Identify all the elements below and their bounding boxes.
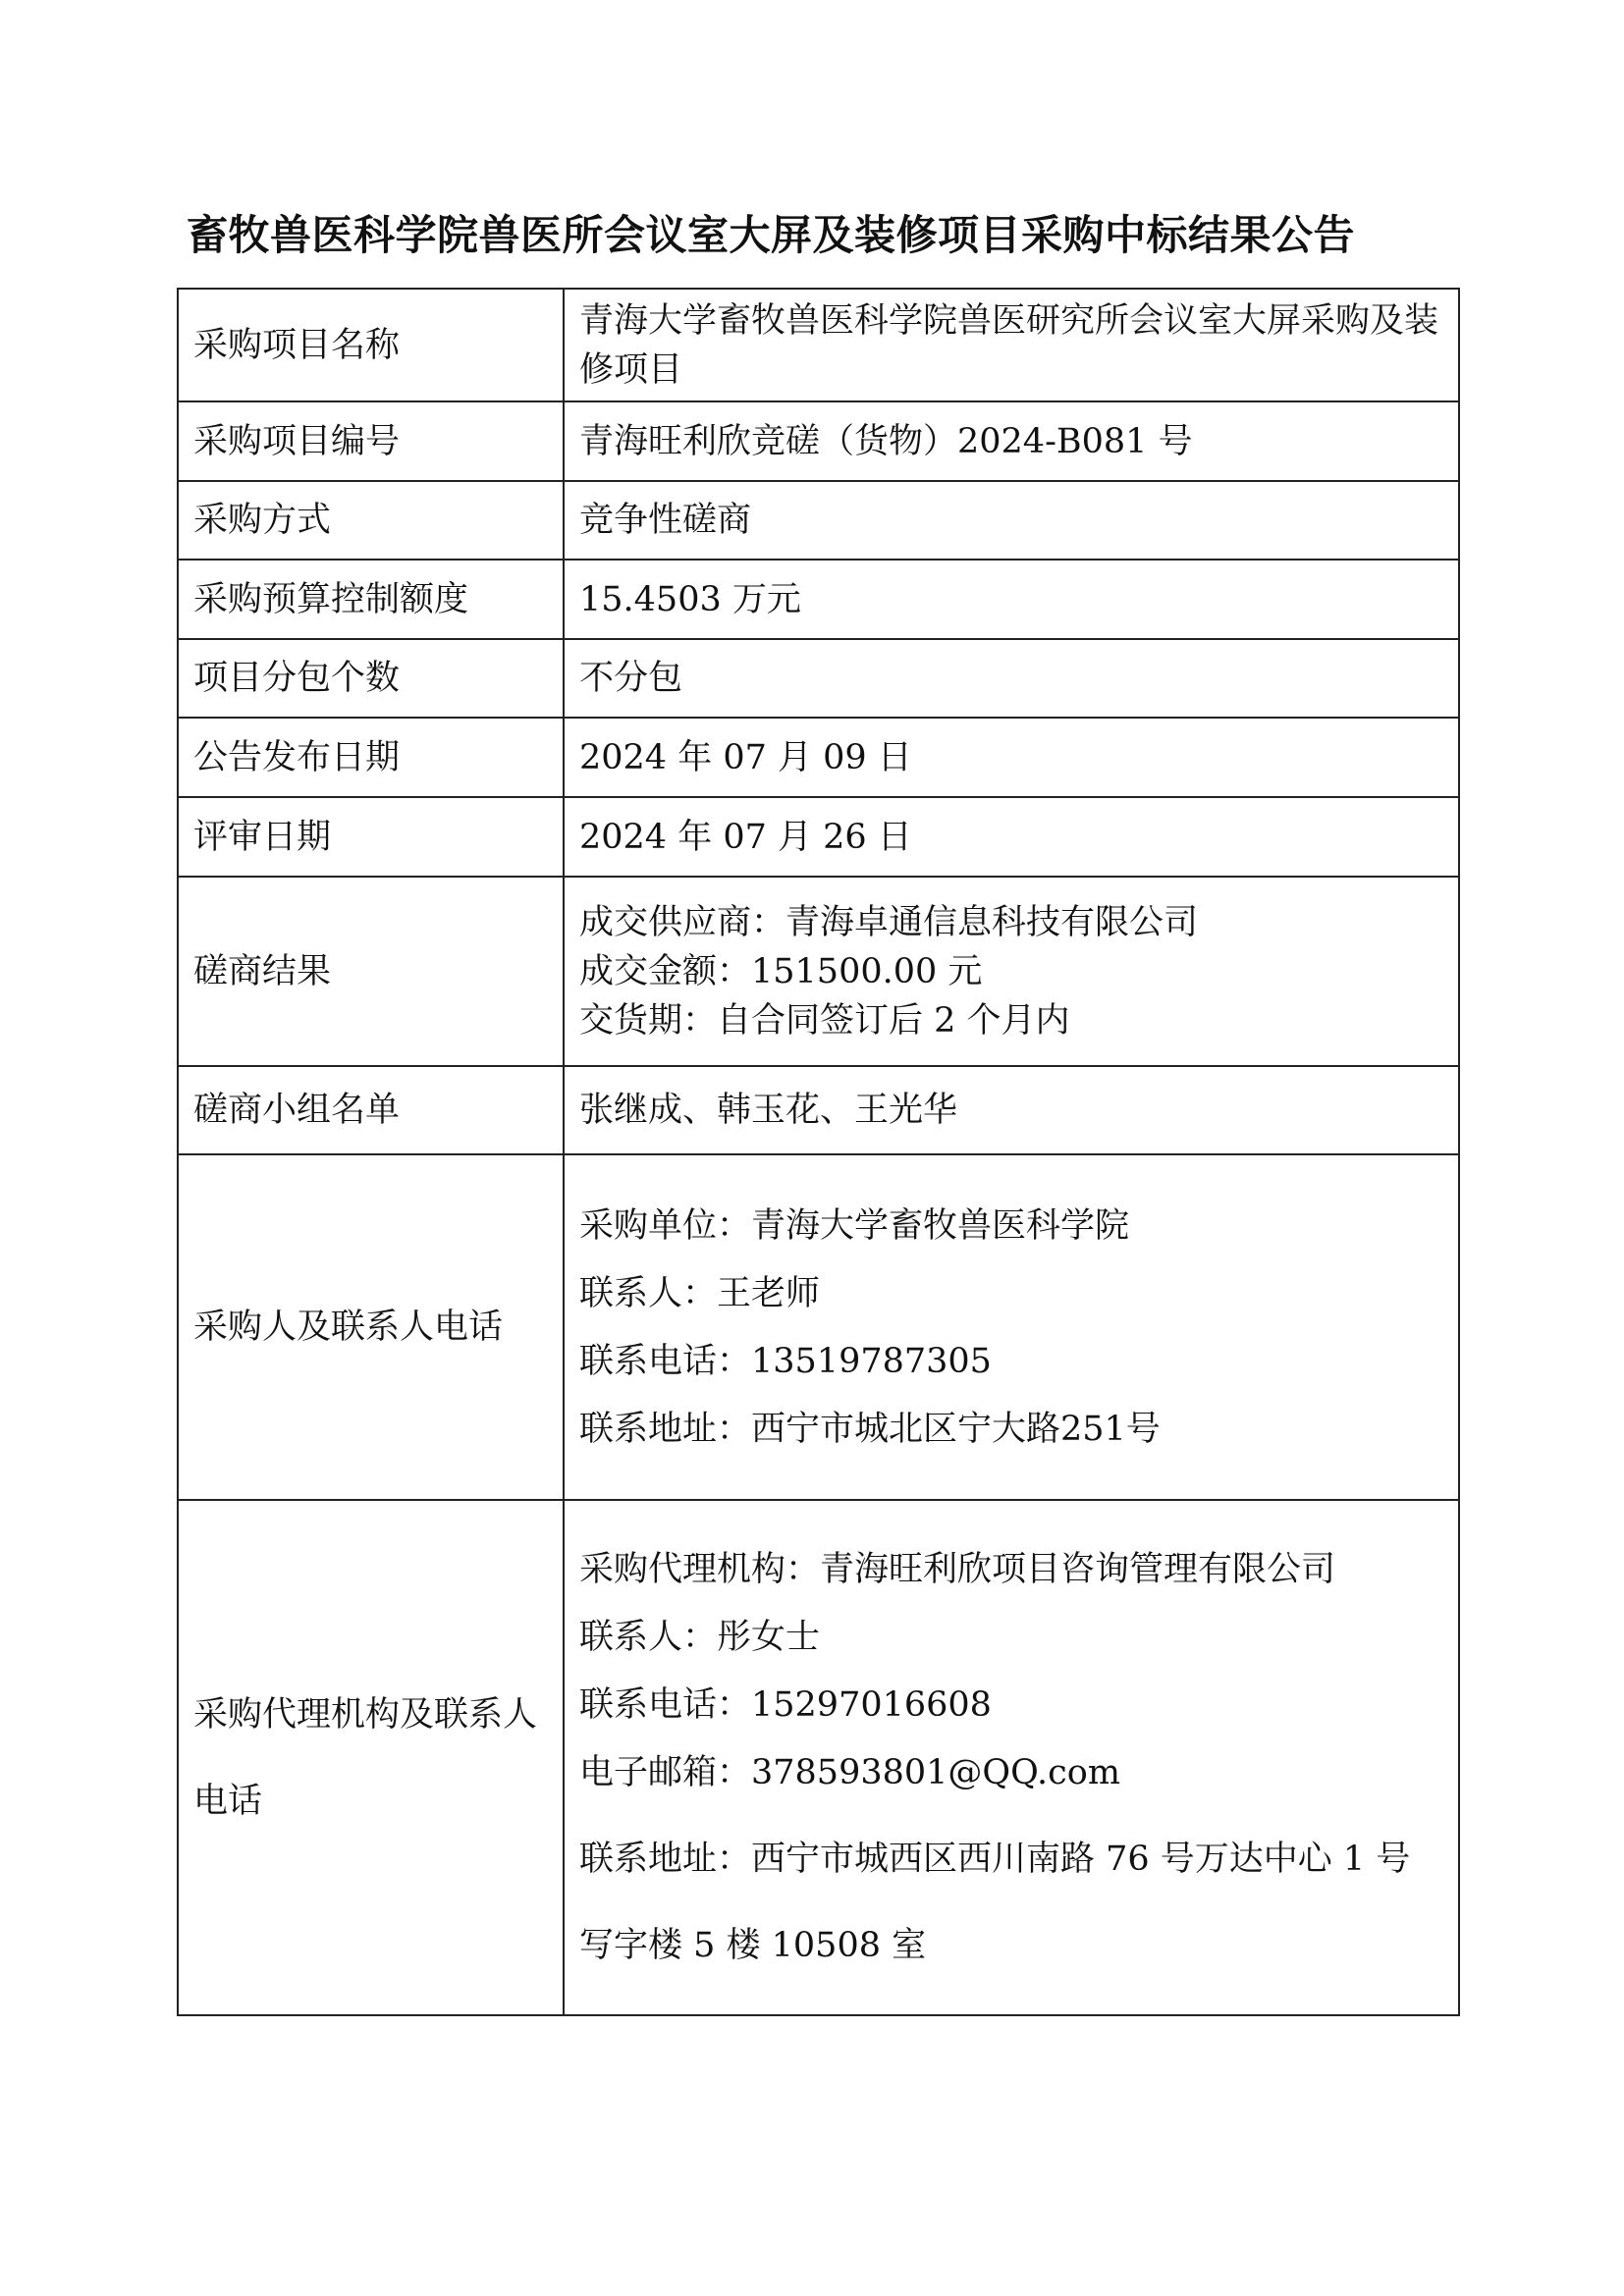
agency-label: [178, 1500, 564, 2015]
method-value: 竞争性磋商: [564, 481, 1459, 560]
panel-value: 张继成、韩玉花、王光华: [564, 1066, 1459, 1154]
method-label: 采购方式: [178, 481, 564, 560]
project-number-value: 青海旺利欣竞磋（货物）2024-B081 号: [564, 401, 1459, 481]
panel-label: 磋商小组名单: [178, 1066, 564, 1154]
purchaser-unit: 采购单位：青海大学畜牧兽医科学院: [579, 1205, 1130, 1246]
purchaser-label: 采购人及联系人电话: [178, 1154, 564, 1500]
result-label: 磋商结果: [178, 877, 564, 1066]
project-number-label: 采购项目编号: [178, 401, 564, 481]
table-row: [178, 481, 1459, 560]
table-row: [178, 718, 1459, 797]
purchaser-address: 联系地址：西宁市城北区宁大路251号: [579, 1409, 1161, 1449]
table-row: [178, 1154, 1459, 1500]
project-name-label: 采购项目名称: [178, 289, 564, 401]
table-row: [178, 639, 1459, 718]
agency-contact: 联系人：彤女士: [579, 1618, 821, 1657]
table-row: [178, 797, 1459, 877]
agency-phone: 联系电话：15297016608: [579, 1685, 992, 1725]
publish-date-label: 公告发布日期: [178, 718, 564, 797]
review-date-value: 2024 年 07 月 26 日: [564, 797, 1459, 877]
agency-label-text: 采购代理机构及联系人电话: [193, 1694, 538, 1821]
lots-value: 不分包: [564, 639, 1459, 718]
budget-label: 采购预算控制额度: [178, 560, 564, 639]
page-title: 畜牧兽医科学院兽医所会议室大屏及装修项目采购中标结果公告: [187, 211, 1356, 259]
result-supplier: 成交供应商：青海卓通信息科技有限公司: [579, 902, 1199, 942]
publish-date-value: 2024 年 07 月 09 日: [564, 718, 1459, 797]
result-value: [564, 877, 1459, 1066]
purchaser-value: [564, 1154, 1459, 1500]
table-row: [178, 1066, 1459, 1154]
project-name-value: 青海大学畜牧兽医科学院兽医研究所会议室大屏采购及装修项目: [564, 289, 1459, 401]
table-row: [178, 877, 1459, 1066]
table-row: [178, 1500, 1459, 2015]
agency-address: 联系地址：西宁市城西区西川南路 76 号万达中心 1 号写字楼 5 楼 10508 室: [579, 1840, 1411, 1965]
purchaser-phone: 联系电话：13519787305: [579, 1341, 992, 1381]
agency-value: [564, 1500, 1459, 2015]
purchaser-contact: 联系人：王老师: [579, 1273, 821, 1313]
announcement-table: [177, 288, 1460, 2016]
review-date-label: 评审日期: [178, 797, 564, 877]
agency-email: 电子邮箱：378593801@QQ.com: [579, 1753, 1121, 1792]
result-delivery: 交货期：自合同签订后 2 个月内: [579, 1000, 1070, 1041]
table-row: [178, 401, 1459, 481]
table-row: [178, 560, 1459, 639]
lots-label: 项目分包个数: [178, 639, 564, 718]
result-amount: 成交金额：151500.00 元: [579, 951, 983, 991]
budget-value: 15.4503 万元: [564, 560, 1459, 639]
agency-name: 采购代理机构：青海旺利欣项目咨询管理有限公司: [579, 1550, 1336, 1589]
table-row: [178, 289, 1459, 401]
